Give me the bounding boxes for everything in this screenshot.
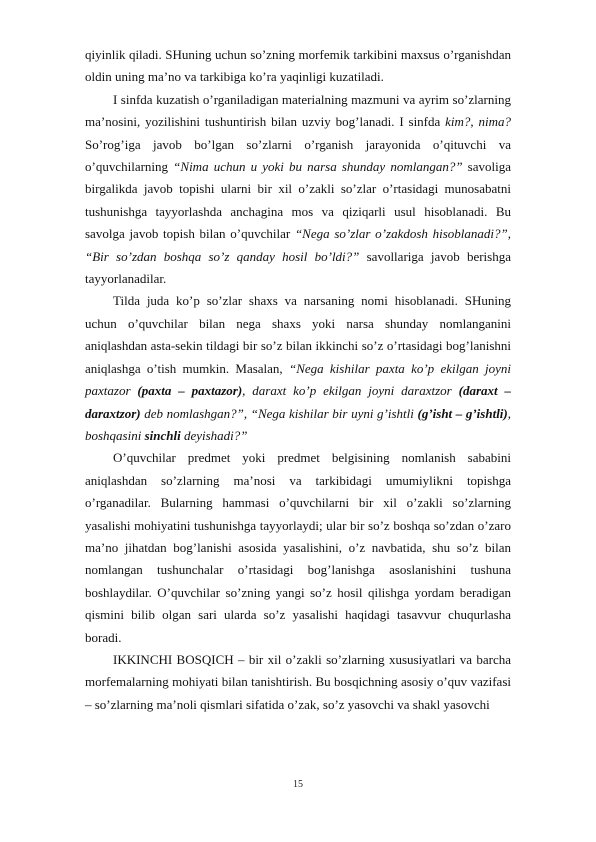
text-run: qiyinlik qiladi. SHuning uchun so’zning morfemik tarkibini maxsus o’rganishdan oldin uning ma’no va tarkibiga ko’ra yaqinligi kuzatiladi.: [85, 47, 511, 85]
emphasis-text: , daraxt ko’p ekilgan joyni daraxtzor: [242, 383, 459, 399]
emphasis-text: “Nega kishilar paxta ko’p ekilgan joyni paxtazor: [85, 360, 511, 399]
page-number: 15: [293, 779, 303, 790]
paragraph: [85, 89, 511, 291]
emphasis-text: , boshqasini: [85, 405, 511, 443]
emphasis-text: deb nomlashgan?”, “Nega kishilar bir uyni g’ishtli: [140, 405, 418, 421]
paragraph: [85, 649, 511, 716]
paragraph: [85, 44, 511, 89]
document-page: [85, 44, 511, 716]
emphasis-bold-text: (daraxt – daraxtzor): [85, 383, 512, 421]
text-run: IKKINCHI BOSQICH – bir xil o’zakli so’zlarning xususiyatlari va barcha morfemalarning mohiyati bilan tanishtirish. Bu bosqichning asosiy o’quv vazifasi – so’zlarning ma’noli qismlari sifatida o’zak, so’z yasovchi va shakl yasovchi: [85, 651, 511, 712]
text-run: savollariga javob berishga tayyorlanadilar.: [85, 248, 511, 287]
paragraph: [85, 290, 511, 447]
text-run: O’quvchilar predmet yoki predmet belgisining nomlanish sababini aniqlashdan so’zlarning ma’nosi va tarkibidagi umumiylikni topishga o’rganadilar. Bularning hammasi o’quvchilarni bir xil o’zakli so’zlarning yasalishi mohiyatini tushunishga tayyorlaydi; ular bir so’z boshqa so’zdan o’zaro ma’no jihatdan bog’lanishi asosida yasalishini, o’z navbatida, shu so’z bilan nomlangan tushunchalar o’rtasidagi bog’lanishga asoslanishini tushuna boshlaydilar. O’quvchilar so’zning yangi so’z hosil qilishga yordam beradigan qismini bilib olgan sari ularda so’z yasalishi haqidagi tasavvur chuqurlasha boradi.: [85, 450, 511, 645]
emphasis-text: deyishadi?”: [180, 427, 248, 443]
text-run: Tilda juda ko’p so’zlar shaxs va narsaning nomi hisoblanadi. SHuning uchun o’quvchilar bilan nega shaxs yoki narsa shunday nomlanganini aniqlashdan asta-sekin tildagi bir so’z bilan ikkinchi so’z o’rtasidagi bog’lanishni aniqlashga o’tish mumkin. Masalan,: [85, 293, 511, 376]
emphasis-bold-text: (g’isht – g’ishtli): [417, 405, 508, 421]
text-run: So’rog’iga javob bo’lgan so’zlarni o’rganish jarayonida o’qituvchi va o’quvchilarning: [85, 136, 511, 175]
emphasis-bold-text: (paxta – paxtazor): [137, 383, 243, 399]
emphasis-text: kim?, nima?: [445, 114, 511, 130]
emphasis-text: “Nima uchun u yoki bu narsa shunday nomlangan?”: [173, 159, 463, 175]
emphasis-bold-text: sinchli: [144, 427, 181, 443]
text-run: savoliga birgalikda javob topishi ularni bir xil o’zakli so’zlar o’rtasidagi munosabatni tushunishga tayyorlashda anchagina mos va qiziqarli usul hisoblanadi. Bu savolga javob topish bilan o’quvchilar: [85, 159, 511, 242]
paragraph: [85, 447, 511, 649]
emphasis-text: “Nega so’zlar o’zakdosh hisoblanadi?”, “Bir so’zdan boshqa so’z qanday hosil bo’ldi?”: [85, 226, 511, 264]
text-run: I sinfda kuzatish o’rganiladigan materialning mazmuni va ayrim so’zlarning ma’nosini, yozilishini tushuntirish bilan uzviy bog’lanadi. I sinfda: [85, 91, 511, 130]
